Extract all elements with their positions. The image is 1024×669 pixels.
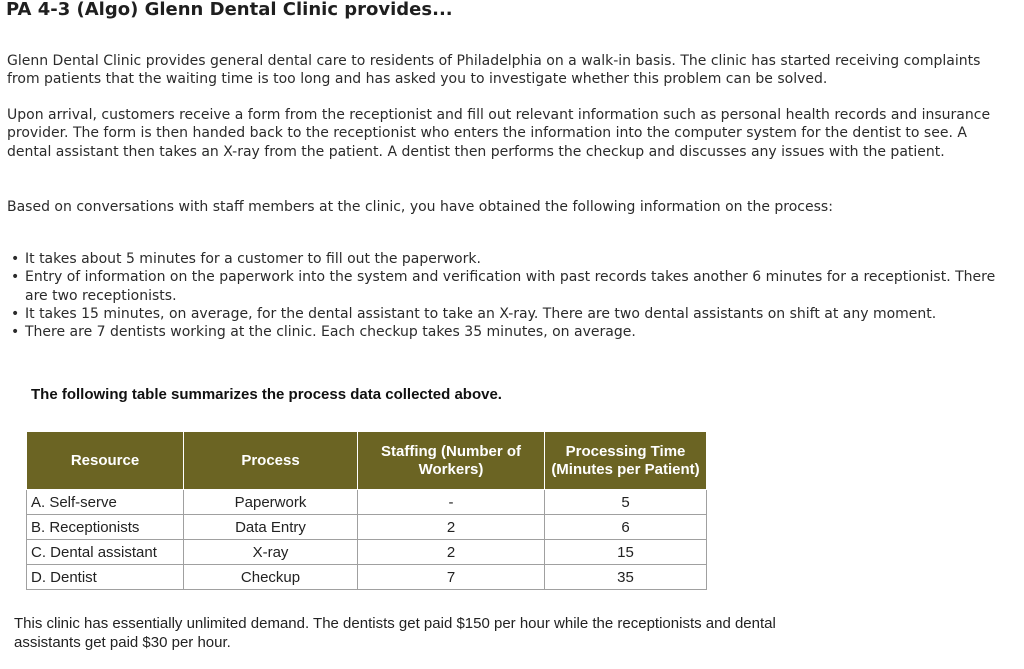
time-cell: 15 bbox=[545, 540, 707, 565]
bullet-text: There are 7 dentists working at the clinic. Each checkup takes 35 minutes, on average. bbox=[25, 324, 636, 341]
bullet-item bbox=[7, 323, 1007, 341]
table-row bbox=[27, 540, 707, 565]
staffing-cell: 2 bbox=[358, 515, 545, 540]
based-on-paragraph: Based on conversations with staff members at the clinic, you have obtained the following information on the process: bbox=[7, 199, 833, 215]
resource-cell: A. Self-serve bbox=[27, 490, 184, 515]
time-cell: 5 bbox=[545, 490, 707, 515]
process-cell: Paperwork bbox=[184, 490, 358, 515]
bullet-item bbox=[7, 268, 1007, 305]
process-cell: Data Entry bbox=[184, 515, 358, 540]
table-header-row bbox=[27, 432, 707, 490]
process-cell: X-ray bbox=[184, 540, 358, 565]
process-bullet-list bbox=[7, 250, 1007, 341]
resource-cell: D. Dentist bbox=[27, 565, 184, 590]
time-cell: 35 bbox=[545, 565, 707, 590]
header-resource: Resource bbox=[27, 432, 184, 490]
process-cell: Checkup bbox=[184, 565, 358, 590]
table-row bbox=[27, 565, 707, 590]
intro-paragraph: Glenn Dental Clinic provides general dental care to residents of Philadelphia on a walk-in basis. The clinic has started receiving complaints from patients that the waiting time is too long and has asked you to investigate whether this problem can be solved. bbox=[7, 53, 981, 88]
table-caption: The following table summarizes the process data collected above. bbox=[31, 386, 502, 403]
staffing-cell: 7 bbox=[358, 565, 545, 590]
header-staffing bbox=[358, 432, 545, 490]
bullet-text: Entry of information on the paperwork into the system and verification with past records takes another 6 minutes for a receptionist. There are two receptionists. bbox=[25, 269, 996, 304]
table-row bbox=[27, 515, 707, 540]
header-process: Process bbox=[184, 432, 358, 490]
bullet-text: It takes about 5 minutes for a customer to fill out the paperwork. bbox=[25, 251, 481, 267]
bullet-item bbox=[7, 305, 1007, 323]
process-data-table bbox=[26, 431, 707, 590]
header-staffing-line1: Staffing (Number of bbox=[381, 442, 521, 460]
resource-cell: B. Receptionists bbox=[27, 515, 184, 540]
header-processing-time bbox=[545, 432, 707, 490]
time-cell: 6 bbox=[545, 515, 707, 540]
header-staffing-line2: Workers) bbox=[418, 460, 484, 478]
bullet-icon: • bbox=[11, 324, 20, 341]
bullet-item bbox=[7, 250, 1007, 268]
table-row bbox=[27, 490, 707, 515]
pay-note: This clinic has essentially unlimited demand. The dentists get paid $150 per hour while the receptionists and dental assistants get paid $30 per hour. bbox=[14, 615, 776, 651]
bullet-text: It takes 15 minutes, on average, for the dental assistant to take an X-ray. There are two dental assistants on shift at any moment. bbox=[25, 305, 937, 322]
resource-cell: C. Dental assistant bbox=[27, 540, 184, 565]
bullet-icon: • bbox=[11, 251, 20, 267]
page-title: PA 4-3 (Algo) Glenn Dental Clinic provides... bbox=[6, 0, 453, 20]
process-paragraph: Upon arrival, customers receive a form from the receptionist and fill out relevant information such as personal health records and insurance provider. The form is then handed back to the receptionist who enters the information into the computer system for the dentist to see. A dental assistant then takes an X-ray from the patient. A dentist then performs the checkup and discusses any issues with the patient. bbox=[7, 107, 991, 160]
bullet-icon: • bbox=[11, 269, 20, 286]
staffing-cell: - bbox=[358, 490, 545, 515]
header-time-line2: (Minutes per Patient) bbox=[551, 460, 700, 478]
staffing-cell: 2 bbox=[358, 540, 545, 565]
bullet-icon: • bbox=[11, 305, 20, 322]
header-time-line1: Processing Time bbox=[565, 442, 686, 460]
